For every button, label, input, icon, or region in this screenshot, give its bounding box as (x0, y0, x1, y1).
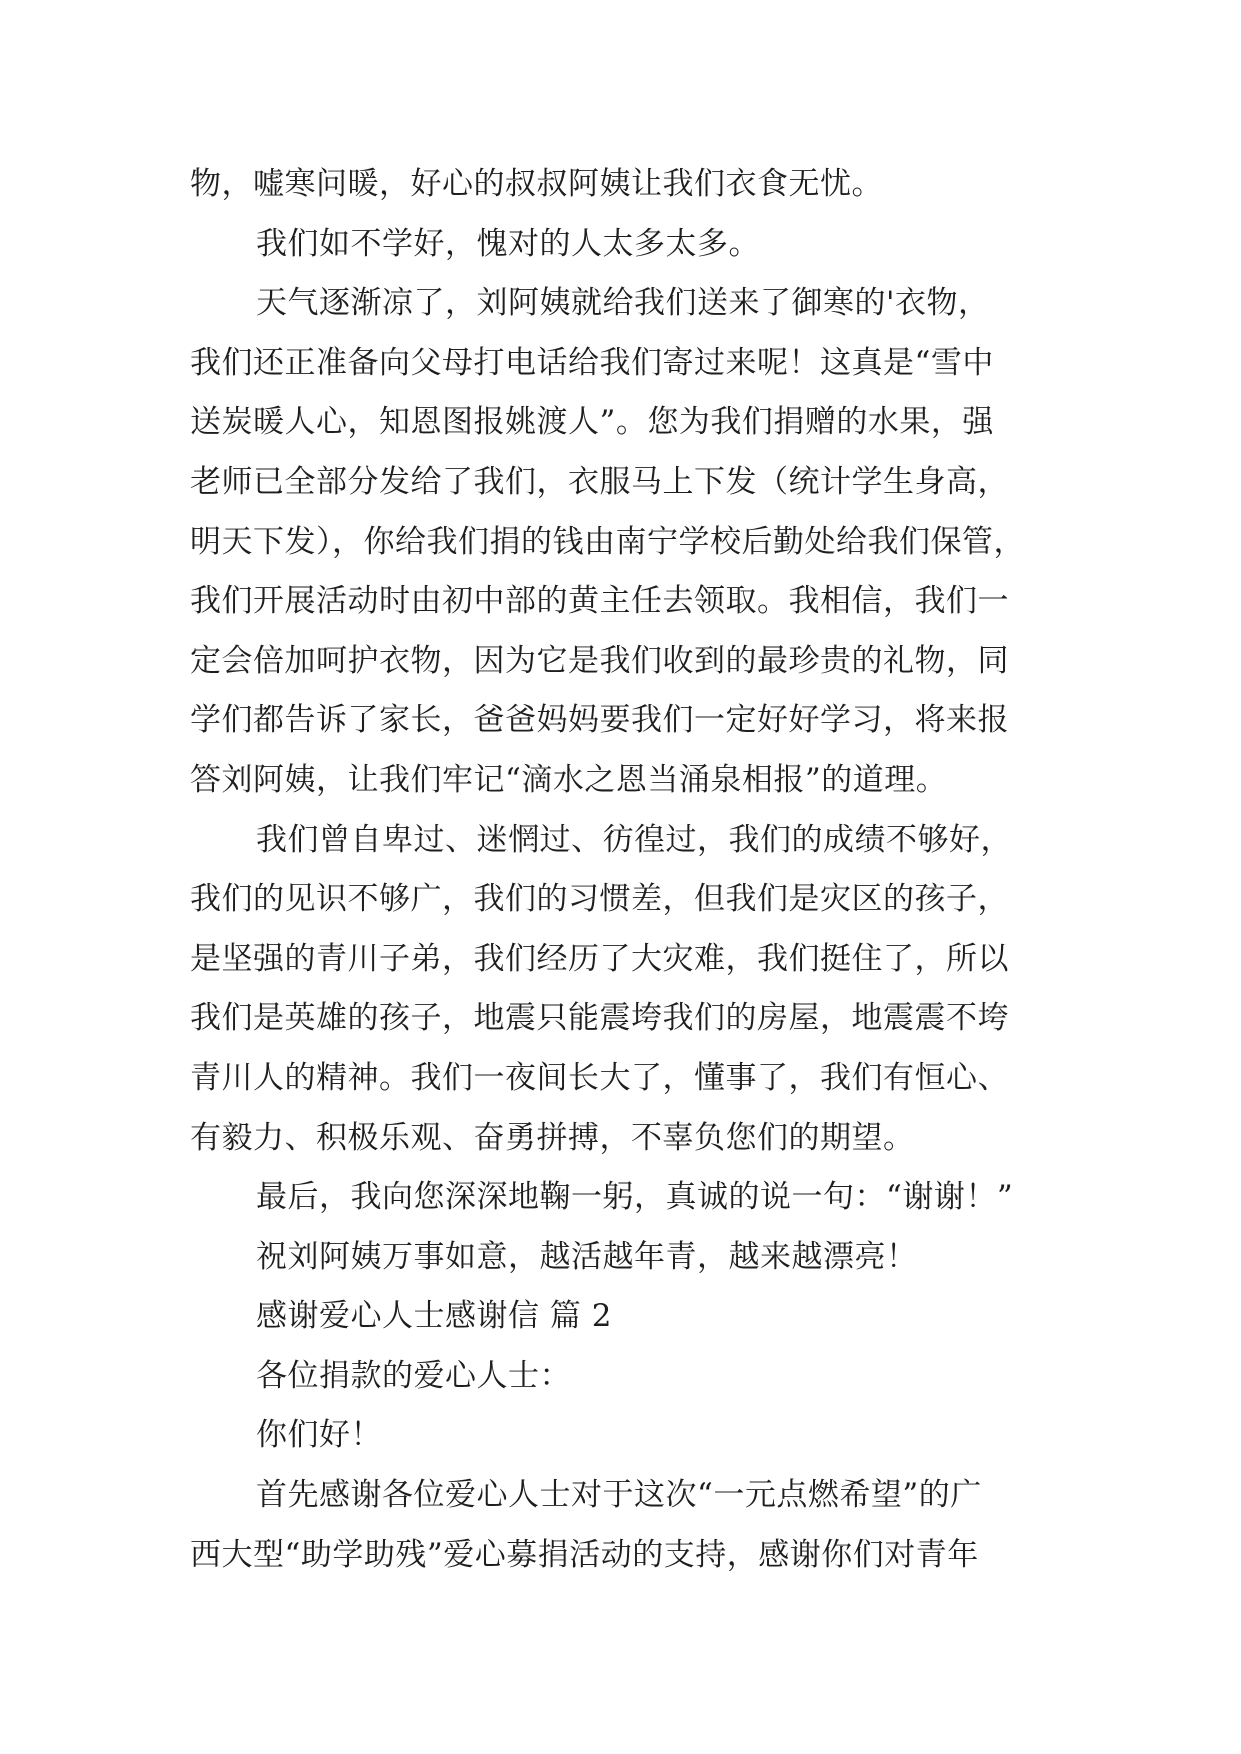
text-line: 青川人的精神。我们一夜间长大了，懂事了，我们有恒心、 (190, 1059, 1009, 1096)
text-line: 是坚强的青川子弟，我们经历了大灾难，我们挺住了，所以 (190, 940, 1009, 977)
text-line: 我们如不学好，愧对的人太多太多。 (256, 225, 760, 262)
text-line: 天气逐渐凉了，刘阿姨就给我们送来了御寒的'衣物， (256, 285, 990, 322)
salutation: 各位捐款的爱心人士： (256, 1357, 571, 1394)
greeting: 你们好！ (256, 1417, 382, 1454)
text-line: 最后，我向您深深地鞠一躬，真诚的说一句：“谢谢！” (256, 1179, 1014, 1216)
text-line: 物，嘘寒问暖，好心的叔叔阿姨让我们衣食无忧。 (190, 166, 883, 202)
text-line: 祝刘阿姨万事如意，越活越年青，越来越漂亮！ (256, 1238, 918, 1275)
text-line: 有毅力、积极乐观、奋勇拼搏，不辜负您们的期望。 (190, 1119, 915, 1156)
text-line: 学们都告诉了家长，爸爸妈妈要我们一定好好学习，将来报 (190, 702, 1009, 739)
text-line: 我们曾自卑过、迷惘过、彷徨过，我们的成绩不够好， (256, 821, 1012, 858)
text-line: 首先感谢各位爱心人士对于这次“一元点燃希望”的广 (256, 1477, 982, 1514)
text-line: 我们开展活动时由初中部的黄主任去领取。我相信，我们一 (190, 583, 1009, 620)
text-line: 老师已全部分发给了我们，衣服马上下发（统计学生身高， (190, 463, 1009, 500)
text-line: 明天下发），你给我们捐的钱由南宁学校后勤处给我们保管， (190, 523, 1025, 560)
text-line: 我们还正准备向父母打电话给我们寄过来呢！这真是“雪中 (190, 344, 994, 381)
text-line: 答刘阿姨，让我们牢记“滴水之恩当涌泉相报”的道理。 (190, 761, 948, 798)
text-line: 西大型“助学助残”爱心募捐活动的支持，感谢你们对青年 (190, 1536, 979, 1573)
text-line: 我们的见识不够广，我们的习惯差，但我们是灾区的孩子， (190, 881, 1009, 918)
text-line: 定会倍加呵护衣物，因为它是我们收到的最珍贵的礼物，同 (190, 642, 1009, 679)
letter-body (190, 155, 1070, 1585)
text-line: 送炭暖人心，知恩图报姚渡人”。您为我们捐赠的水果，强 (190, 404, 994, 441)
section-heading: 感谢爱心人士感谢信 篇 2 (256, 1298, 612, 1335)
text-line: 我们是英雄的孩子，地震只能震垮我们的房屋，地震震不垮 (190, 1000, 1009, 1037)
